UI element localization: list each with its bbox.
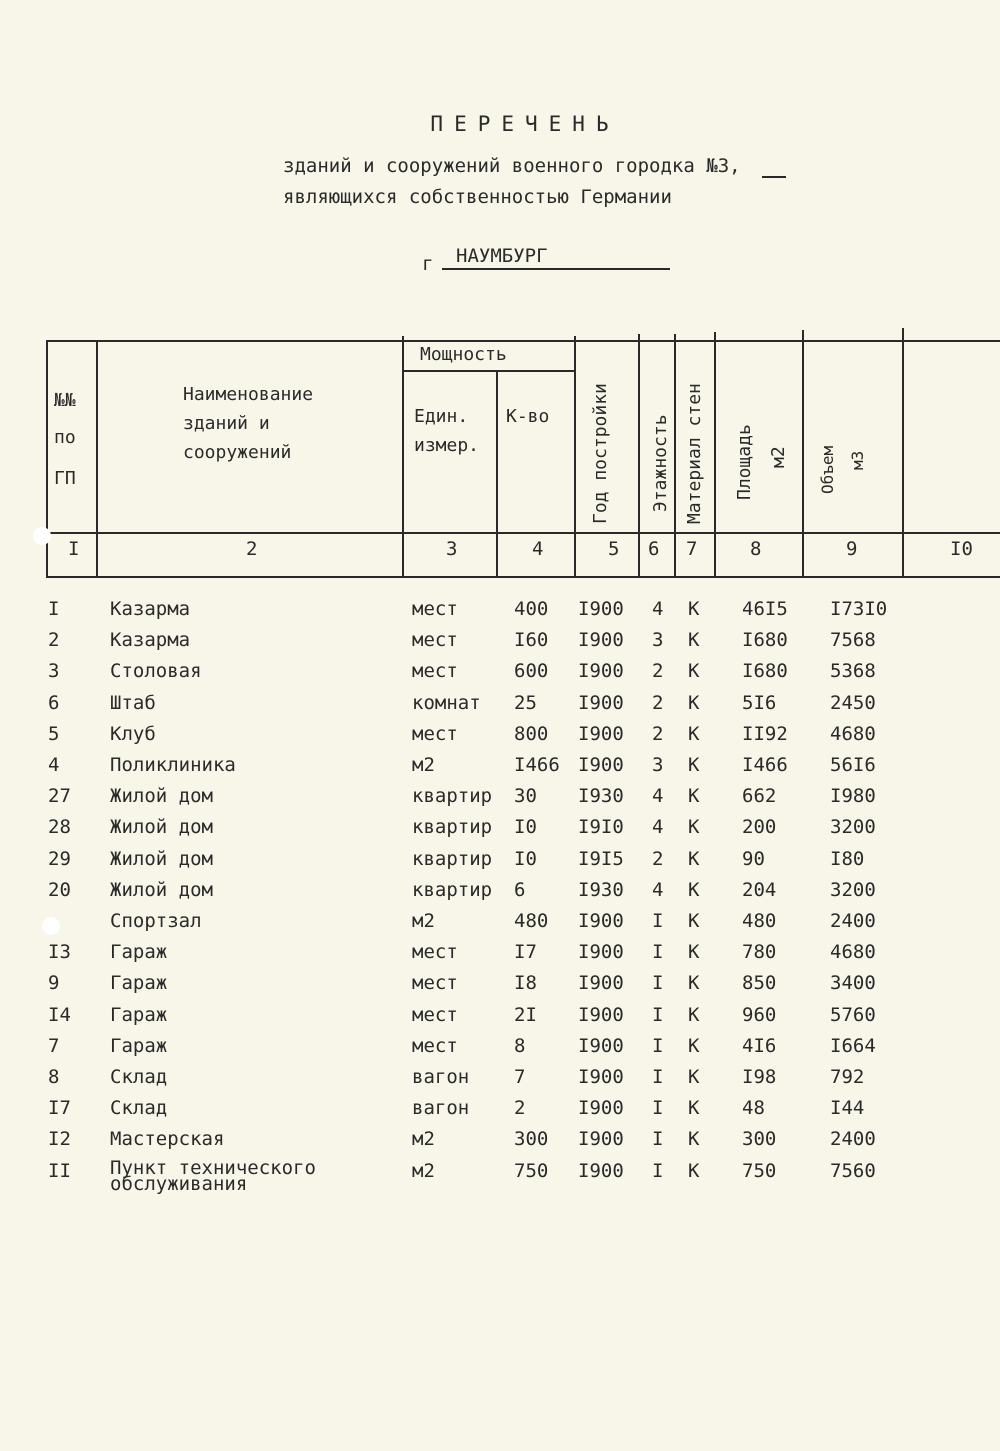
column-number: I (68, 538, 80, 560)
cell-num: 27 (48, 785, 71, 808)
cell-area: 480 (742, 910, 777, 932)
cell-qty: 800 (514, 722, 549, 745)
cell-year: I900 (578, 941, 624, 964)
cell-unit: вагон (412, 1066, 470, 1088)
cell-material: К (688, 816, 700, 839)
column-number: 4 (532, 538, 544, 560)
punch-hole (33, 527, 51, 545)
cell-material: К (688, 660, 700, 683)
cell-area: I680 (742, 660, 788, 683)
cell-area: 300 (742, 1128, 777, 1151)
cell-qty: 8 (514, 1034, 526, 1057)
cell-unit: мест (412, 722, 458, 745)
cell-qty: I466 (514, 754, 560, 776)
header-year: Год постройки (590, 383, 611, 524)
subtitle-line-1: зданий и сооружений военного городка №3, (283, 155, 741, 177)
column-number: 9 (846, 538, 858, 560)
number-underline (762, 176, 786, 178)
cell-name: Жилой дом (110, 847, 213, 870)
cell-year: I900 (578, 1097, 624, 1120)
cell-volume: 7560 (830, 1159, 876, 1182)
cell-volume: I73I0 (830, 598, 888, 620)
cell-floors: I (652, 1003, 664, 1026)
header-volume: Объем (818, 445, 837, 494)
cell-year: I900 (578, 1159, 624, 1182)
cell-volume: 7568 (830, 629, 876, 652)
document-title: ПЕРЕЧЕНЬ (430, 112, 620, 136)
table-row (0, 972, 1000, 1003)
table-row (0, 785, 1000, 816)
cell-unit: мест (412, 598, 458, 620)
cell-num: I7 (48, 1097, 71, 1120)
cell-num: I3 (48, 941, 71, 964)
cell-volume: I80 (830, 847, 865, 870)
table-row (0, 660, 1000, 691)
cell-floors: 2 (652, 691, 664, 714)
cell-qty: I7 (514, 941, 537, 964)
cell-num: II (48, 1159, 71, 1182)
table-row (0, 1035, 1000, 1066)
cell-floors: I (652, 941, 664, 964)
cell-year: I900 (578, 660, 624, 683)
cell-volume: I44 (830, 1097, 865, 1120)
table-row (0, 879, 1000, 910)
cell-area: I680 (742, 629, 788, 652)
header-qty: К-во (506, 406, 550, 427)
cell-floors: 4 (652, 878, 664, 901)
cell-volume: 4680 (830, 722, 876, 745)
cell-unit: м2 (412, 910, 435, 932)
column-number: 6 (648, 538, 660, 560)
cell-name: Склад (110, 1066, 168, 1088)
cell-unit: квартир (412, 785, 493, 808)
cell-year: I900 (578, 1003, 624, 1026)
cell-area: 46I5 (742, 598, 788, 620)
table-row (0, 754, 1000, 785)
cell-unit: мест (412, 941, 458, 964)
cell-floors: 2 (652, 722, 664, 745)
cell-name: Гараж (110, 972, 168, 995)
cell-floors: I (652, 1066, 664, 1088)
cell-year: I930 (578, 785, 624, 808)
cell-name: Столовая (110, 660, 202, 683)
cell-name: Поликлиника (110, 754, 236, 776)
header-top-rule (46, 340, 1000, 342)
cell-year: I900 (578, 972, 624, 995)
cell-num: 4 (48, 754, 60, 776)
cell-floors: I (652, 972, 664, 995)
cell-name: Клуб (110, 722, 156, 745)
cell-unit: мест (412, 1003, 458, 1026)
cell-floors: I (652, 1159, 664, 1182)
cell-unit: мест (412, 629, 458, 652)
cell-year: I930 (578, 878, 624, 901)
cell-qty: I60 (514, 629, 549, 652)
cell-qty: 750 (514, 1159, 549, 1182)
cell-volume: 5368 (830, 660, 876, 683)
cell-unit: мест (412, 972, 458, 995)
cell-material: К (688, 972, 700, 995)
table-row (0, 723, 1000, 754)
cell-area: 780 (742, 941, 777, 964)
cell-qty: 30 (514, 785, 537, 808)
cell-area: 48 (742, 1097, 765, 1120)
cell-area: 5I6 (742, 691, 777, 714)
cell-num: 6 (48, 691, 60, 714)
table-row (0, 941, 1000, 972)
garrison-number: 3 (717, 155, 730, 177)
cell-qty: 2I (514, 1003, 537, 1026)
cell-material: К (688, 941, 700, 964)
cell-unit: квартир (412, 878, 493, 901)
cell-material: К (688, 598, 700, 620)
cell-volume: 2400 (830, 1128, 876, 1151)
header-area: Площадь (734, 424, 755, 500)
table-row (0, 1128, 1000, 1159)
cell-floors: 2 (652, 847, 664, 870)
cell-year: I900 (578, 1034, 624, 1057)
cell-volume: 792 (830, 1066, 865, 1088)
cell-unit: м2 (412, 1128, 435, 1151)
cell-unit: комнат (412, 691, 481, 714)
cell-year: I9I5 (578, 847, 624, 870)
cell-name: Мастерская (110, 1128, 225, 1151)
table-row (0, 1066, 1000, 1097)
cell-volume: 3200 (830, 878, 876, 901)
cell-area: 4I6 (742, 1034, 777, 1057)
cell-area: 662 (742, 785, 777, 808)
cell-volume: 5760 (830, 1003, 876, 1026)
header-capacity: Мощность (420, 344, 507, 365)
cell-floors: I (652, 1128, 664, 1151)
cell-material: К (688, 722, 700, 745)
cell-floors: 3 (652, 754, 664, 776)
cell-area: 850 (742, 972, 777, 995)
cell-area: 200 (742, 816, 777, 839)
cell-volume: I664 (830, 1034, 876, 1057)
cell-material: К (688, 785, 700, 808)
cell-volume: 3400 (830, 972, 876, 995)
cell-material: К (688, 629, 700, 652)
cell-qty: I8 (514, 972, 537, 995)
header-bottom-rule (46, 576, 1000, 578)
header-num: №№ по ГП (54, 390, 76, 489)
cell-area: II92 (742, 722, 788, 745)
cell-volume: 2450 (830, 691, 876, 714)
cell-num: 5 (48, 722, 60, 745)
cell-unit: вагон (412, 1097, 470, 1120)
cell-unit: квартир (412, 816, 493, 839)
header-material: Материал стен (684, 383, 705, 524)
cell-floors: 4 (652, 598, 664, 620)
cell-material: К (688, 1034, 700, 1057)
table-row (0, 1156, 1000, 1195)
cell-year: I900 (578, 1128, 624, 1151)
subtitle-line-2: являющихся собственностью Германии (283, 186, 672, 208)
cell-material: К (688, 910, 700, 932)
cell-volume: 2400 (830, 910, 876, 932)
cell-unit: квартир (412, 847, 493, 870)
header-name: Наименование зданий и сооружений (183, 384, 314, 463)
cell-year: I900 (578, 722, 624, 745)
cell-num: 3 (48, 660, 60, 683)
cell-name: Гараж (110, 941, 168, 964)
header-area-unit: м2 (768, 446, 789, 468)
cell-qty: 600 (514, 660, 549, 683)
cell-material: К (688, 691, 700, 714)
cell-name: Склад (110, 1097, 168, 1120)
cell-volume: 56I6 (830, 754, 876, 776)
cell-year: I900 (578, 598, 624, 620)
cell-area: 90 (742, 847, 765, 870)
cell-year: I900 (578, 691, 624, 714)
header-mid-rule (46, 532, 1000, 534)
cell-qty: 2 (514, 1097, 526, 1120)
table-row (0, 816, 1000, 847)
cell-name: Жилой дом (110, 878, 213, 901)
cell-name: Гараж (110, 1003, 168, 1026)
cell-area: I98 (742, 1066, 777, 1088)
cell-material: К (688, 1128, 700, 1151)
cell-area: 960 (742, 1003, 777, 1026)
cell-qty: I0 (514, 847, 537, 870)
cell-name: Казарма (110, 598, 191, 620)
cell-unit: м2 (412, 754, 435, 776)
cell-num: 29 (48, 847, 71, 870)
cell-num: 20 (48, 878, 71, 901)
cell-floors: 4 (652, 816, 664, 839)
cell-floors: I (652, 910, 664, 932)
column-number: 2 (246, 538, 258, 560)
cell-volume: 3200 (830, 816, 876, 839)
capacity-rule (402, 370, 574, 372)
header-floors: Этажность (650, 414, 671, 512)
city-underline (442, 268, 670, 270)
cell-year: I900 (578, 910, 624, 932)
cell-unit: м2 (412, 1159, 435, 1182)
cell-area: 750 (742, 1159, 777, 1182)
cell-volume: I980 (830, 785, 876, 808)
cell-year: I900 (578, 754, 624, 776)
table-row (0, 692, 1000, 723)
cell-floors: 2 (652, 660, 664, 683)
cell-volume: 4680 (830, 941, 876, 964)
city-name: НАУМБУРГ (456, 245, 548, 267)
cell-floors: I (652, 1034, 664, 1057)
cell-name-line: обслуживания (110, 1172, 248, 1195)
cell-year: I900 (578, 629, 624, 652)
city-prefix: г (422, 253, 434, 275)
column-number: I0 (950, 538, 973, 560)
column-number: 5 (608, 538, 620, 560)
cell-material: К (688, 878, 700, 901)
cell-material: К (688, 1066, 700, 1088)
column-number: 3 (446, 538, 458, 560)
cell-name: Спортзал (110, 910, 202, 932)
cell-name: Жилой дом (110, 816, 213, 839)
cell-num: I (48, 598, 60, 620)
cell-num: 8 (48, 1066, 60, 1088)
cell-unit: мест (412, 660, 458, 683)
cell-qty: 7 (514, 1066, 526, 1088)
table-row (0, 848, 1000, 879)
cell-name (110, 1156, 316, 1195)
cell-material: К (688, 754, 700, 776)
table-row (0, 598, 1000, 629)
cell-qty: 400 (514, 598, 549, 620)
column-number: 8 (750, 538, 762, 560)
cell-num: 28 (48, 816, 71, 839)
cell-num: I2 (48, 1128, 71, 1151)
cell-floors: 3 (652, 629, 664, 652)
cell-name-line: Пункт технического (110, 1156, 316, 1179)
cell-material: К (688, 1159, 700, 1182)
cell-area: I466 (742, 754, 788, 776)
cell-num: 7 (48, 1034, 60, 1057)
cell-qty: I0 (514, 816, 537, 839)
cell-floors: 4 (652, 785, 664, 808)
cell-qty: 25 (514, 691, 537, 714)
cell-year: I900 (578, 1066, 624, 1088)
cell-name: Казарма (110, 629, 191, 652)
cell-year: I9I0 (578, 816, 624, 839)
column-number: 7 (686, 538, 698, 560)
cell-material: К (688, 847, 700, 870)
cell-num: 2 (48, 629, 60, 652)
table-row (0, 1004, 1000, 1035)
header-volume-unit: м3 (848, 450, 867, 470)
cell-qty: 480 (514, 910, 549, 932)
cell-name: Гараж (110, 1034, 168, 1057)
table-row (0, 629, 1000, 660)
cell-area: 204 (742, 878, 777, 901)
cell-unit: мест (412, 1034, 458, 1057)
cell-num: I4 (48, 1003, 71, 1026)
cell-num: 9 (48, 972, 60, 995)
cell-qty: 6 (514, 878, 526, 901)
cell-name: Штаб (110, 691, 156, 714)
cell-name: Жилой дом (110, 785, 213, 808)
table-row (0, 910, 1000, 941)
cell-material: К (688, 1003, 700, 1026)
cell-qty: 300 (514, 1128, 549, 1151)
cell-floors: I (652, 1097, 664, 1120)
header-unit: Един. измер. (414, 406, 480, 456)
table-row (0, 1097, 1000, 1128)
cell-material: К (688, 1097, 700, 1120)
